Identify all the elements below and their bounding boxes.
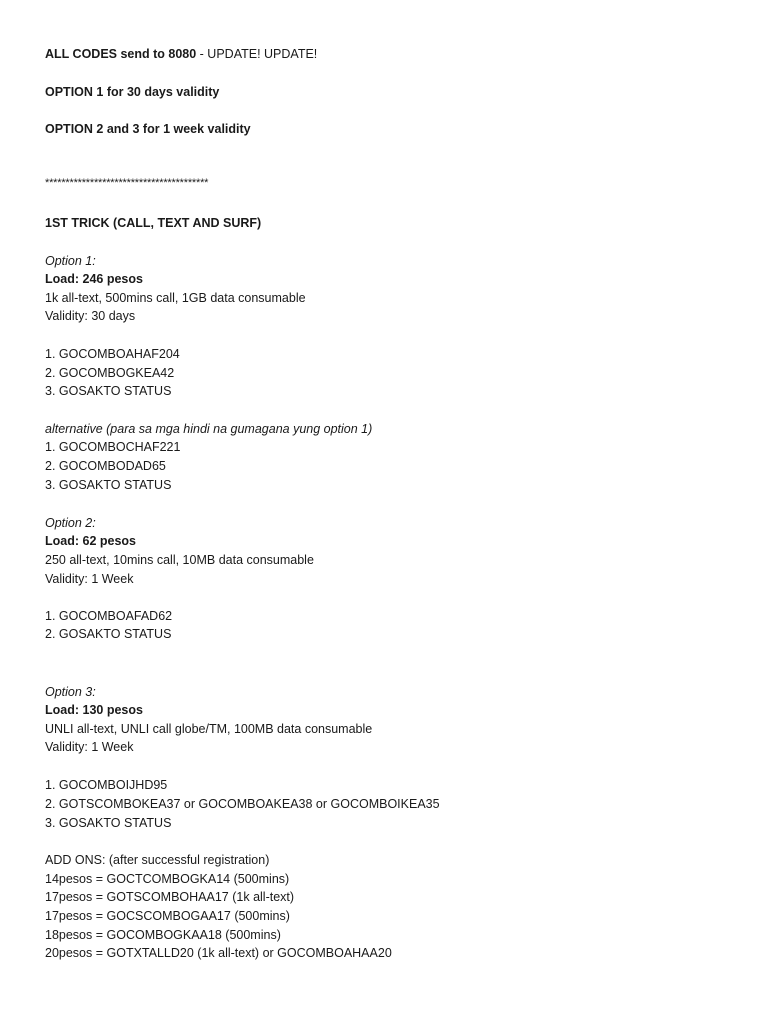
option3-step: 3. GOSAKTO STATUS [45,816,172,830]
option2-step: 1. GOCOMBOAFAD62 [45,609,173,623]
option23-validity-note: OPTION 2 and 3 for 1 week validity [45,122,251,136]
option3-label: Option 3: [45,685,96,699]
addon-item: 18pesos = GOCOMBOGKAA18 (500mins) [45,928,281,942]
option2-load: Load: 62 pesos [45,534,136,548]
option1-alternative-step: 3. GOSAKTO STATUS [45,478,172,492]
option1-alternative-step: 1. GOCOMBOCHAF221 [45,440,181,454]
addon-item: 17pesos = GOCSCOMBOGAA17 (500mins) [45,909,290,923]
option3-load: Load: 130 pesos [45,703,143,717]
addon-item: 20pesos = GOTXTALLD20 (1k all-text) or GOCOMBOAHAA20 [45,946,392,960]
option1-label: Option 1: [45,254,96,268]
option3-step: 1. GOCOMBOIJHD95 [45,778,168,792]
trick-title: 1ST TRICK (CALL, TEXT AND SURF) [45,216,262,230]
codes-line [45,45,317,63]
option2-step: 2. GOSAKTO STATUS [45,627,172,641]
option3-step: 2. GOTSCOMBOKEA37 or GOCOMBOAKEA38 or GOCOMBOIKEA35 [45,797,440,811]
addon-item: 14pesos = GOCTCOMBOGKA14 (500mins) [45,872,290,886]
option1-step: 2. GOCOMBOGKEA42 [45,366,175,380]
option1-load: Load: 246 pesos [45,272,143,286]
addons-title: ADD ONS: (after successful registration) [45,853,270,867]
codes-line-rest: - UPDATE! UPDATE! [196,47,318,61]
option1-step: 3. GOSAKTO STATUS [45,384,172,398]
option1-alternative-label: alternative (para sa mga hindi na gumagana yung option 1) [45,422,373,436]
option1-alternative-step: 2. GOCOMBODAD65 [45,459,166,473]
separator-line: **************************************** [45,177,209,189]
option3-desc: UNLI all-text, UNLI call globe/TM, 100MB data consumable [45,722,373,736]
option2-label: Option 2: [45,516,96,530]
codes-line-bold: ALL CODES send to 8080 [45,47,197,61]
option1-validity-note: OPTION 1 for 30 days validity [45,85,220,99]
option2-desc: 250 all-text, 10mins call, 10MB data consumable [45,553,314,567]
option2-validity: Validity: 1 Week [45,572,134,586]
option3-validity: Validity: 1 Week [45,740,134,754]
option1-desc: 1k all-text, 500mins call, 1GB data consumable [45,291,306,305]
addon-item: 17pesos = GOTSCOMBOHAA17 (1k all-text) [45,890,295,904]
option1-step: 1. GOCOMBOAHAF204 [45,347,180,361]
option1-validity: Validity: 30 days [45,309,136,323]
